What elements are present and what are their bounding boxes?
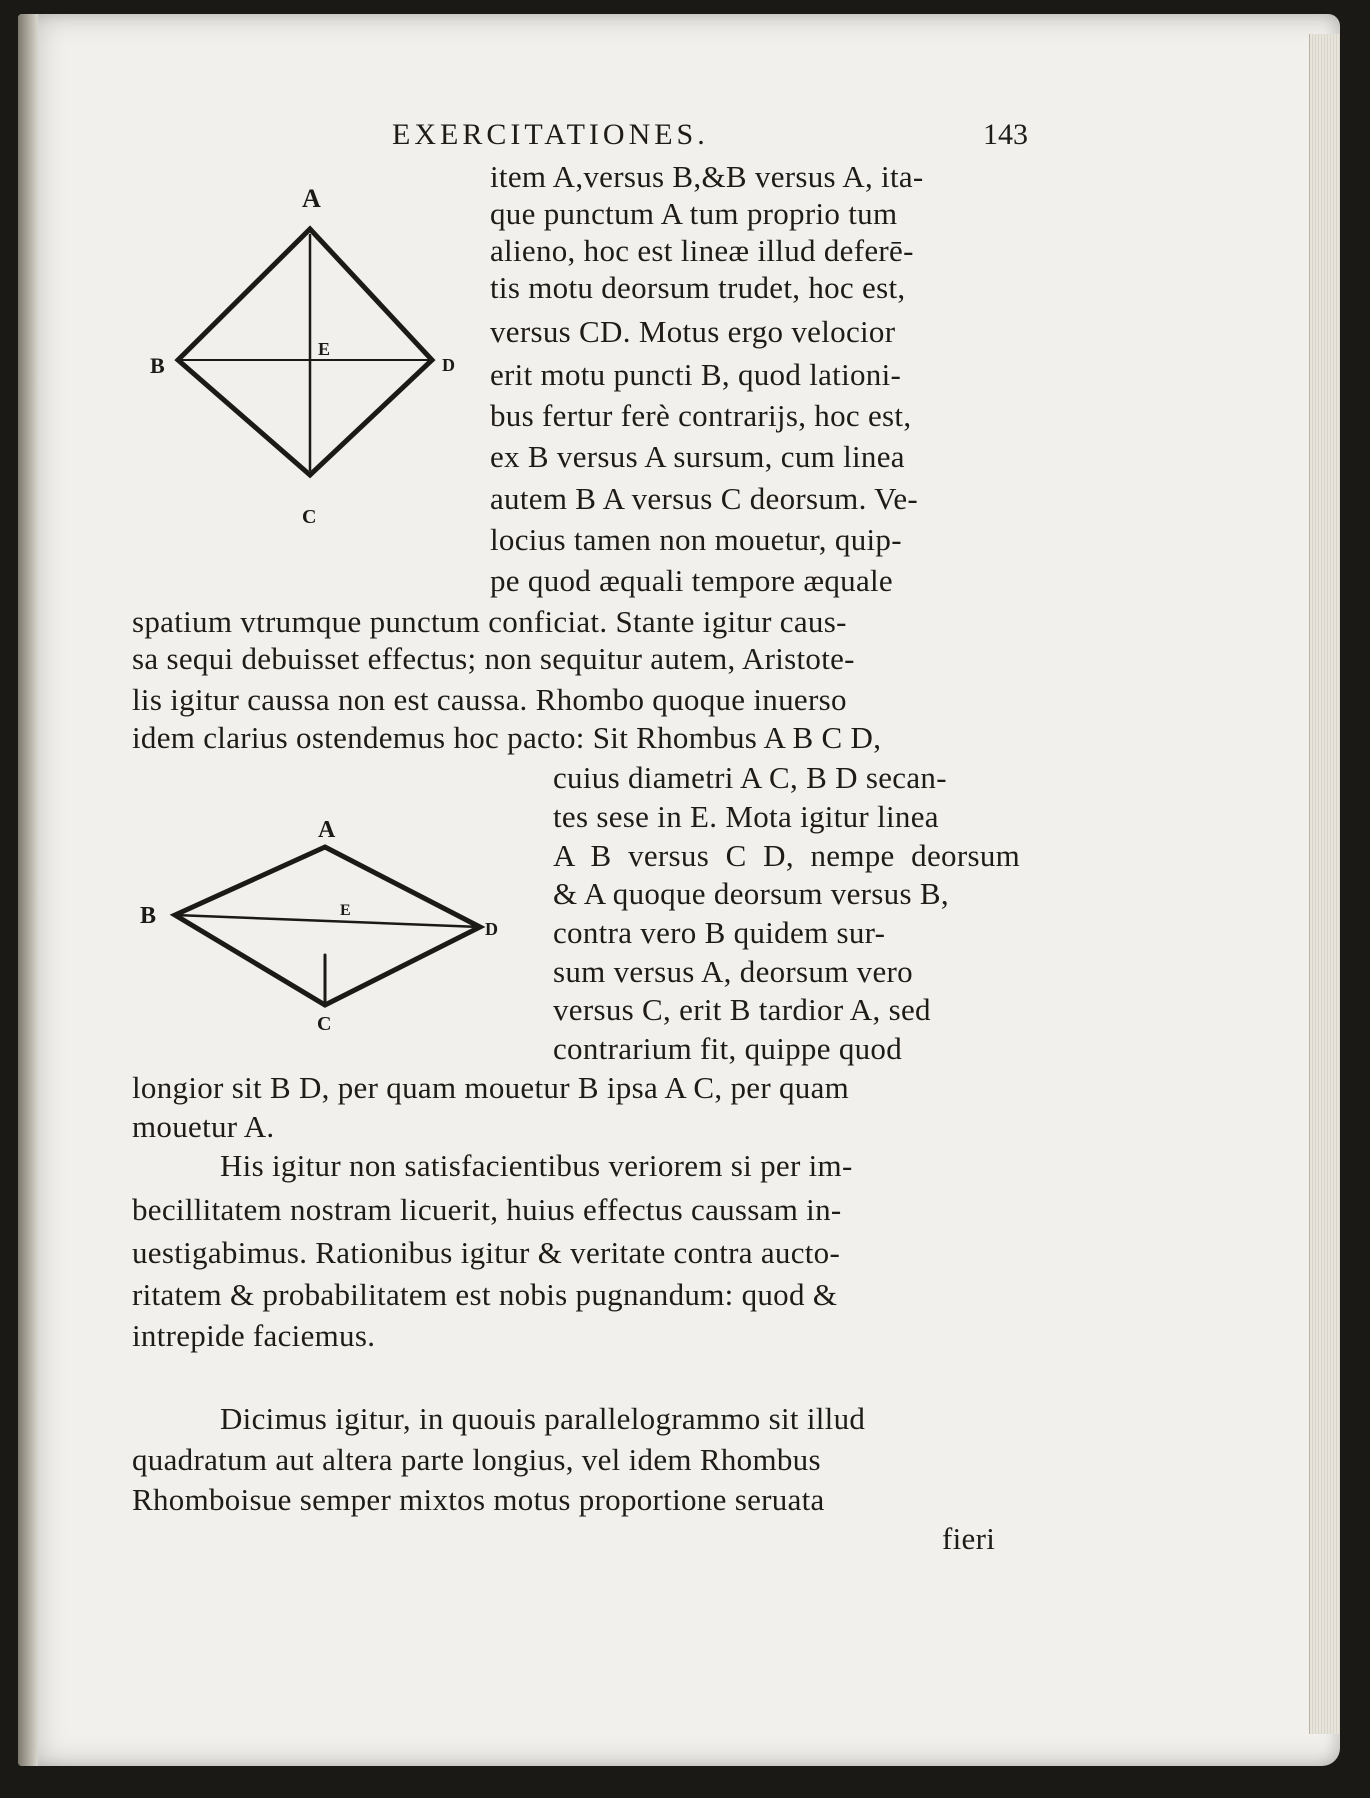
- text-line: ritatem & probabilitatem est nobis pugnandum: quod &: [132, 1277, 838, 1312]
- text-line: quadratum aut altera parte longius, vel idem Rhombus: [132, 1442, 821, 1477]
- label-e: E: [340, 902, 351, 919]
- text-line: idem clarius ostendemus hoc pacto: Sit Rhombus A B C D,: [132, 720, 882, 755]
- text-line: versus C, erit B tardior A, sed: [553, 992, 931, 1027]
- text-line: Dicimus igitur, in quouis parallelogrammo sit illud: [220, 1401, 866, 1436]
- rhombus-figure-1: [150, 185, 460, 535]
- label-c: C: [317, 1013, 332, 1035]
- text-line: becillitatem nostram licuerit, huius effectus caussam in-: [132, 1192, 842, 1227]
- text-line: que punctum A tum proprio tum: [490, 196, 898, 231]
- page-fore-edge: [1309, 34, 1340, 1734]
- text-line: His igitur non satisfacientibus veriorem si per im-: [220, 1148, 853, 1183]
- label-b: B: [140, 903, 157, 929]
- text-line: cuius diametri A C, B D secan-: [553, 760, 947, 795]
- rhombus-2-diagonal-bd: [175, 915, 480, 927]
- running-head: EXERCITATIONES.: [392, 118, 709, 151]
- text-line: sum versus A, deorsum vero: [553, 954, 913, 989]
- label-a: A: [302, 184, 321, 213]
- text-line: erit motu puncti B, quod lationi-: [490, 357, 902, 392]
- text-line: autem B A versus C deorsum. Ve-: [490, 481, 919, 516]
- text-line: ex B versus A sursum, cum linea: [490, 439, 905, 474]
- text-line: intrepide faciemus.: [132, 1318, 376, 1353]
- text-line: tis motu deorsum trudet, hoc est,: [490, 270, 906, 305]
- label-a: A: [318, 817, 336, 843]
- text-line: longior sit B D, per quam mouetur B ipsa A C, per quam: [132, 1070, 850, 1105]
- rhombus-1-outline: [178, 229, 432, 475]
- text-line: spatium vtrumque punctum conficiat. Stante igitur caus-: [132, 604, 847, 639]
- rhombus-figure-2: [135, 805, 515, 1035]
- text-line: Rhomboisue semper mixtos motus proportione seruata: [132, 1482, 825, 1517]
- text-line: sa sequi debuisset effectus; non sequitur autem, Aristote-: [132, 641, 855, 676]
- text-line: fieri: [942, 1521, 996, 1556]
- label-d: D: [442, 355, 455, 375]
- text-line: uestigabimus. Rationibus igitur & veritate contra aucto-: [132, 1235, 841, 1270]
- label-c: C: [302, 506, 317, 528]
- text-line: pe quod æquali tempore æquale: [490, 563, 893, 598]
- text-line: contra vero B quidem sur-: [553, 915, 886, 950]
- label-d: D: [485, 919, 498, 939]
- label-e: E: [318, 339, 331, 359]
- text-line: contrarium fit, quippe quod: [553, 1031, 903, 1066]
- text-line: & A quoque deorsum versus B,: [553, 876, 949, 911]
- text-line: locius tamen non mouetur, quip-: [490, 522, 902, 557]
- label-b: B: [150, 353, 165, 378]
- page-number: 143: [983, 118, 1028, 151]
- text-line: versus CD. Motus ergo velocior: [490, 314, 896, 349]
- text-line: alieno, hoc est lineæ illud deferē-: [490, 233, 914, 268]
- text-line: A B versus C D, nempe deorsum: [553, 838, 1021, 873]
- text-line: tes sese in E. Mota igitur linea: [553, 799, 939, 834]
- text-line: bus fertur ferè contrarijs, hoc est,: [490, 398, 912, 433]
- text-line: mouetur A.: [132, 1109, 275, 1144]
- text-line: lis igitur caussa non est caussa. Rhombo quoque inuerso: [132, 682, 847, 717]
- page-gutter-shadow: [18, 14, 38, 1766]
- text-line: item A,versus B,&B versus A, ita-: [490, 159, 924, 194]
